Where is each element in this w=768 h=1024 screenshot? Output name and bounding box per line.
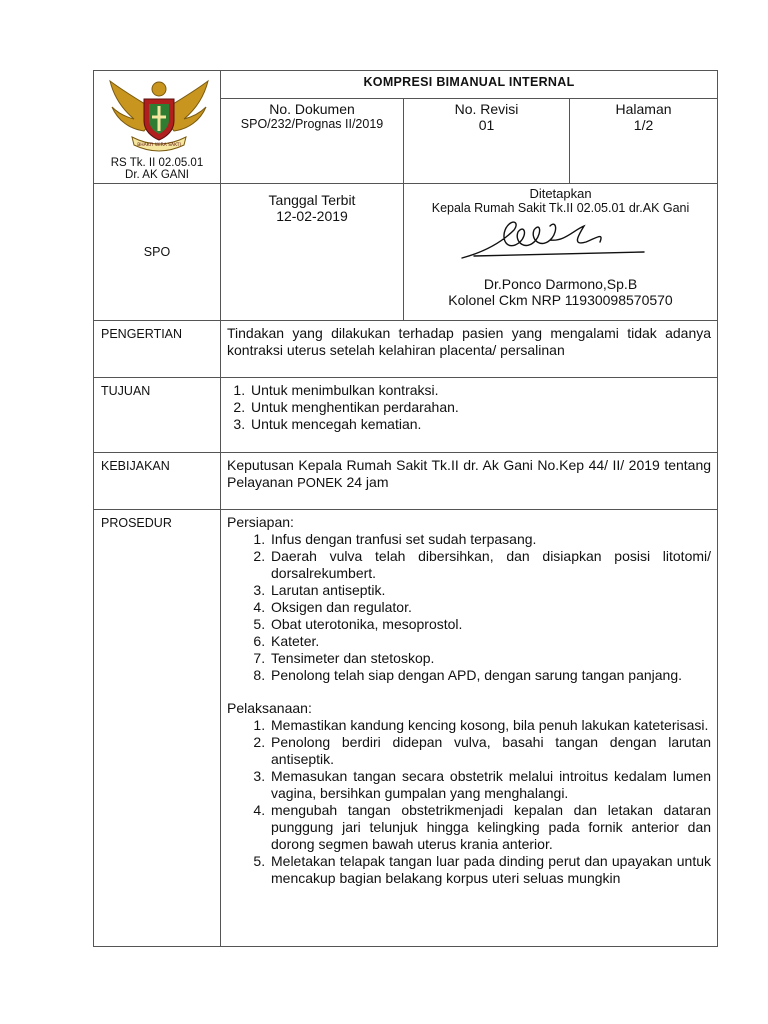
tujuan-list — [227, 382, 711, 433]
persiapan-list — [227, 531, 711, 684]
list-item: 5. Meletakan telapak tangan luar pada dinding perut dan upayakan untuk mencakup bagian belakang korpus uteri seluas mungkin — [269, 853, 711, 887]
kebijakan-text: Keputusan Kepala Rumah Sakit Tk.II dr. Ak Gani No.Kep 44/ II/ 2019 tentang Pelayanan — [227, 457, 712, 490]
list-item: 2. Daerah vulva telah dibersihkan, dan disiapkan posisi litotomi/ dorsalrekumbert. — [269, 548, 711, 582]
revision-cell — [404, 99, 570, 184]
approval-heading: Ditetapkan — [529, 186, 592, 201]
revision-label: No. Revisi — [454, 101, 519, 117]
prosedur-label: PROSEDUR — [94, 510, 221, 947]
page-cell — [570, 99, 718, 184]
pengertian-text: Tindakan yang dilakukan terhadap pasien yang mengalami tidak adanya kontraksi uterus setelah kelahiran placenta/ persalinan — [221, 321, 718, 378]
list-item: 1. Memastikan kandung kencing kosong, bila penuh lakukan kateterisasi. — [269, 717, 711, 734]
pelaksanaan-list — [227, 717, 711, 887]
document-title: KOMPRESI BIMANUAL INTERNAL — [221, 71, 718, 99]
list-item: 5. Obat uterotonika, mesoprostol. — [269, 616, 711, 633]
doc-number-label: No. Dokumen — [269, 101, 355, 117]
kebijakan-label: KEBIJAKAN — [94, 453, 221, 510]
persiapan-heading: Persiapan: — [227, 514, 294, 530]
prosedur-cell — [221, 510, 718, 947]
list-item: 6. Kateter. — [269, 633, 711, 650]
list-item: 1. Untuk menimbulkan kontraksi. — [249, 382, 711, 399]
approver-rank: Kolonel Ckm NRP 11930098570570 — [448, 292, 673, 308]
issue-date-value: 12-02-2019 — [276, 208, 348, 224]
list-item: 1. Infus dengan tranfusi set sudah terpasang. — [269, 531, 711, 548]
pelaksanaan-heading: Pelaksanaan: — [227, 700, 312, 716]
revision-value: 01 — [478, 117, 495, 133]
page-value: 1/2 — [633, 117, 654, 133]
issue-date-label: Tanggal Terbit — [268, 192, 356, 208]
hospital-emblem-icon — [104, 73, 214, 155]
list-item: 2. Penolong berdiri didepan vulva, basahi tangan dengan larutan antiseptik. — [269, 734, 711, 768]
list-item: 3. Larutan antiseptik. — [269, 582, 711, 599]
kebijakan-tail: 24 jam — [346, 474, 389, 490]
logo-cell — [94, 71, 221, 184]
kebijakan-ponek: PONEK — [297, 475, 343, 490]
tujuan-label: TUJUAN — [94, 378, 221, 453]
list-item: 7. Tensimeter dan stetoskop. — [269, 650, 711, 667]
doc-number-value: SPO/232/Prognas II/2019 — [240, 117, 384, 131]
signature-icon — [454, 212, 654, 268]
approver-block — [404, 276, 717, 308]
kebijakan-cell — [221, 453, 718, 510]
list-item: 4. Oksigen dan regulator. — [269, 599, 711, 616]
spo-document-table — [93, 70, 718, 947]
list-item: 3. Memasukan tangan secara obstetrik melalui introitus kedalam lumen vagina, bersihkan gumpalan yang menghalangi. — [269, 768, 711, 802]
page-label: Halaman — [615, 101, 672, 117]
tujuan-cell — [221, 378, 718, 453]
approval-cell — [404, 184, 718, 321]
approval-authority: Kepala Rumah Sakit Tk.II 02.05.01 dr.AK Gani — [431, 201, 690, 215]
issue-date-cell — [221, 184, 404, 321]
list-item: 4. mengubah tangan obstetrikmenjadi kepalan dan letakan dataran punggung jari telunjuk hingga kelingking pada fornik anterior dan dorong segmen bawah uterus krania anterior. — [269, 802, 711, 853]
spo-label: SPO — [94, 184, 221, 321]
logo-motto: BHAKTI WIRA SAKTI — [137, 143, 181, 148]
hospital-name: RS Tk. II 02.05.01 Dr. AK GANI — [110, 157, 204, 181]
doc-number-cell — [221, 99, 404, 184]
list-item: 8. Penolong telah siap dengan APD, dengan sarung tangan panjang. — [269, 667, 711, 684]
pengertian-label: PENGERTIAN — [94, 321, 221, 378]
list-item: 3. Untuk mencegah kematian. — [249, 416, 711, 433]
list-item: 2. Untuk menghentikan perdarahan. — [249, 399, 711, 416]
approver-name: Dr.Ponco Darmono,Sp.B — [483, 276, 638, 292]
